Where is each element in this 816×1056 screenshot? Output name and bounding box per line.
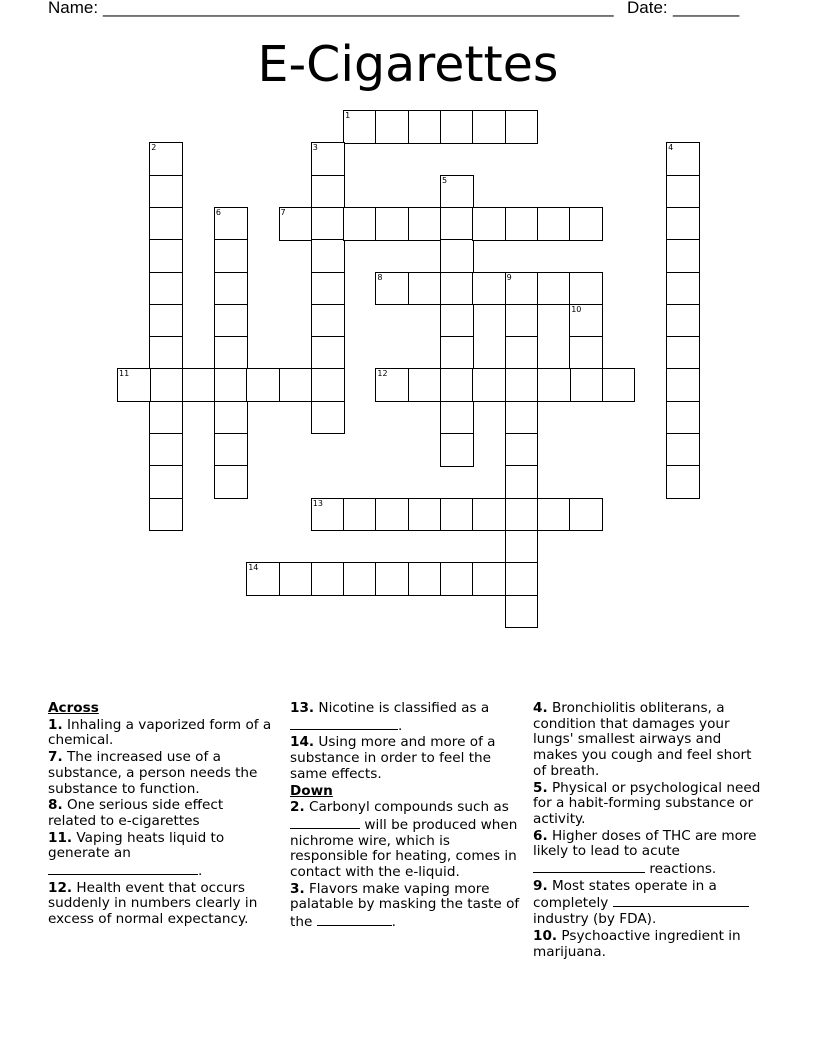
- grid-cell[interactable]: [408, 562, 442, 596]
- grid-cell[interactable]: [214, 336, 248, 370]
- cell-number: 13: [312, 498, 323, 508]
- grid-cell[interactable]: [505, 304, 539, 338]
- grid-cell[interactable]: [472, 207, 506, 241]
- clue-down-5: 5. Physical or psychological need for a habit-forming substance or activity.: [533, 779, 761, 827]
- grid-cell[interactable]: [375, 207, 409, 241]
- grid-cell[interactable]: [149, 272, 183, 306]
- down-heading: Down: [290, 782, 333, 799]
- grid-cell[interactable]: [279, 562, 313, 596]
- grid-cell[interactable]: [149, 304, 183, 338]
- grid-cell[interactable]: [214, 465, 248, 499]
- cell-number: 14: [248, 563, 259, 573]
- grid-cell[interactable]: [214, 239, 248, 273]
- grid-cell[interactable]: [311, 239, 345, 273]
- clue-across-8: 8. One serious side effect related to e-cigarettes: [48, 797, 224, 829]
- grid-cell[interactable]: [182, 368, 216, 402]
- cell-number: 8: [377, 272, 383, 282]
- grid-cell[interactable]: [505, 272, 539, 306]
- grid-cell[interactable]: [149, 207, 183, 241]
- grid-cell[interactable]: [440, 304, 474, 338]
- grid-cell[interactable]: [505, 207, 539, 241]
- grid-cell[interactable]: [440, 562, 474, 596]
- grid-cell[interactable]: [569, 207, 603, 241]
- date-label: Date:: [627, 0, 668, 17]
- grid-cell[interactable]: [279, 207, 313, 241]
- grid-cell[interactable]: [149, 142, 183, 176]
- cell-number: 2: [151, 143, 157, 153]
- grid-cell[interactable]: [666, 207, 700, 241]
- clue-across-14: 14. Using more and more of a substance in order to feel the same effects.: [290, 734, 496, 782]
- grid-cell[interactable]: [537, 498, 571, 532]
- cell-number: 4: [668, 143, 674, 153]
- date-field[interactable]: _______: [673, 0, 740, 17]
- grid-cell[interactable]: [149, 368, 183, 402]
- grid-cell[interactable]: [149, 433, 183, 467]
- grid-cell[interactable]: [311, 272, 345, 306]
- clues-column-1: [48, 701, 273, 929]
- clue-across-1: 1. Inhaling a vaporized form of a chemical.: [48, 716, 272, 749]
- grid-cell[interactable]: [440, 401, 474, 435]
- cell-number: 11: [119, 369, 130, 379]
- grid-cell[interactable]: [343, 207, 377, 241]
- cell-number: 7: [280, 207, 286, 217]
- grid-cell[interactable]: [311, 562, 345, 596]
- grid-cell[interactable]: [311, 142, 345, 176]
- clue-down-2: 2. Carbonyl compounds such as will be produced when nichrome wire, which is responsible for heating, comes in contact with the e-liquid.: [290, 799, 518, 881]
- grid-cell[interactable]: [505, 498, 539, 532]
- grid-cell[interactable]: [311, 401, 345, 435]
- grid-cell[interactable]: [666, 401, 700, 435]
- grid-cell[interactable]: [440, 239, 474, 273]
- clue-across-7: 7. The increased use of a substance, a person needs the substance to function.: [48, 749, 258, 797]
- grid-cell[interactable]: [569, 272, 603, 306]
- grid-cell[interactable]: [505, 368, 539, 402]
- grid-cell[interactable]: [311, 336, 345, 370]
- grid-cell[interactable]: [472, 272, 506, 306]
- grid-cell[interactable]: [505, 110, 539, 144]
- cell-number: 3: [312, 143, 318, 153]
- clues-column-2: [290, 701, 522, 932]
- across-heading: Across: [48, 700, 99, 716]
- grid-cell[interactable]: [666, 336, 700, 370]
- grid-cell[interactable]: [149, 336, 183, 370]
- grid-cell[interactable]: [666, 433, 700, 467]
- grid-cell[interactable]: [569, 336, 603, 370]
- grid-cell[interactable]: [246, 368, 280, 402]
- grid-cell[interactable]: [440, 207, 474, 241]
- grid-cell[interactable]: [375, 272, 409, 306]
- grid-cell[interactable]: [472, 368, 506, 402]
- grid-cell[interactable]: [311, 304, 345, 338]
- grid-cell[interactable]: [440, 175, 474, 209]
- grid-cell[interactable]: [375, 562, 409, 596]
- grid-cell[interactable]: [214, 433, 248, 467]
- grid-cell[interactable]: [311, 368, 345, 402]
- grid-cell[interactable]: [537, 272, 571, 306]
- grid-cell[interactable]: [569, 368, 603, 402]
- grid-cell[interactable]: [472, 562, 506, 596]
- grid-cell[interactable]: [666, 368, 700, 402]
- cell-number: 5: [442, 175, 448, 185]
- clues-column-3: [533, 701, 765, 961]
- grid-cell[interactable]: [214, 368, 248, 402]
- grid-cell[interactable]: [440, 433, 474, 467]
- grid-cell[interactable]: [666, 304, 700, 338]
- grid-cell[interactable]: [214, 272, 248, 306]
- grid-cell[interactable]: [472, 110, 506, 144]
- grid-cell[interactable]: [375, 498, 409, 532]
- grid-cell[interactable]: [440, 336, 474, 370]
- grid-cell[interactable]: [505, 336, 539, 370]
- grid-cell[interactable]: [408, 368, 442, 402]
- clue-across-13: 13. Nicotine is classified as a .: [290, 700, 490, 734]
- grid-cell[interactable]: [149, 175, 183, 209]
- clue-down-3: 3. Flavors make vaping more palatable by masking the taste of the .: [290, 880, 520, 931]
- cell-number: 9: [506, 272, 512, 282]
- grid-cell[interactable]: [666, 239, 700, 273]
- grid-cell[interactable]: [505, 465, 539, 499]
- clue-down-4: 4. Bronchiolitis obliterans, a condition that damages your lungs' smallest airways and makes you cough and feel short of breath.: [533, 700, 752, 779]
- grid-cell[interactable]: [440, 272, 474, 306]
- grid-cell[interactable]: [408, 207, 442, 241]
- grid-cell[interactable]: [472, 498, 506, 532]
- grid-cell[interactable]: [666, 272, 700, 306]
- grid-cell[interactable]: [311, 175, 345, 209]
- grid-cell[interactable]: [375, 368, 409, 402]
- grid-cell[interactable]: [602, 368, 636, 402]
- grid-cell[interactable]: [214, 401, 248, 435]
- grid-cell[interactable]: [311, 498, 345, 532]
- grid-cell[interactable]: [537, 368, 571, 402]
- grid-cell[interactable]: [149, 239, 183, 273]
- grid-cell[interactable]: [505, 401, 539, 435]
- grid-cell[interactable]: [214, 304, 248, 338]
- grid-cell[interactable]: [343, 498, 377, 532]
- grid-cell[interactable]: [505, 595, 539, 629]
- grid-cell[interactable]: [343, 110, 377, 144]
- clue-down-10: 10. Psychoactive ingredient in marijuana.: [533, 927, 741, 960]
- cell-number: 1: [345, 111, 351, 120]
- clue-across-11: 11. Vaping heats liquid to generate an .: [48, 829, 225, 880]
- cell-number: 6: [215, 207, 221, 217]
- grid-cell[interactable]: [375, 110, 409, 144]
- grid-cell[interactable]: [214, 207, 248, 241]
- grid-cell[interactable]: [440, 110, 474, 144]
- grid-cell[interactable]: [343, 562, 377, 596]
- grid-cell[interactable]: [505, 562, 539, 596]
- grid-cell[interactable]: [246, 562, 280, 596]
- grid-cell[interactable]: [505, 433, 539, 467]
- grid-cell[interactable]: [569, 304, 603, 338]
- cell-number: 12: [377, 369, 388, 379]
- grid-cell[interactable]: [537, 207, 571, 241]
- clue-across-12: 12. Health event that occurs suddenly in numbers clearly in excess of normal expectancy.: [48, 879, 258, 928]
- grid-cell[interactable]: [149, 465, 183, 499]
- grid-cell[interactable]: [440, 498, 474, 532]
- page-title: E-Cigarettes: [257, 36, 559, 93]
- name-field[interactable]: ______________________________________________________: [103, 0, 614, 17]
- grid-cell[interactable]: [149, 401, 183, 435]
- grid-cell[interactable]: [666, 465, 700, 499]
- grid-cell[interactable]: [149, 498, 183, 532]
- grid-cell[interactable]: [666, 175, 700, 209]
- grid-cell[interactable]: [408, 110, 442, 144]
- grid-cell[interactable]: [666, 142, 700, 176]
- grid-cell[interactable]: [408, 272, 442, 306]
- grid-cell[interactable]: [505, 530, 539, 564]
- grid-cell[interactable]: [117, 368, 151, 402]
- grid-cell[interactable]: [311, 207, 345, 241]
- grid-cell[interactable]: [408, 498, 442, 532]
- grid-cell[interactable]: [440, 368, 474, 402]
- name-label: Name:: [48, 0, 99, 17]
- clue-down-6: 6. Higher doses of THC are more likely to lead to acute reactions.: [533, 827, 757, 878]
- clue-down-9: 9. Most states operate in a completely industry (by FDA).: [533, 879, 765, 928]
- grid-cell[interactable]: [279, 368, 313, 402]
- cell-number: 10: [571, 304, 582, 314]
- grid-cell[interactable]: [569, 498, 603, 532]
